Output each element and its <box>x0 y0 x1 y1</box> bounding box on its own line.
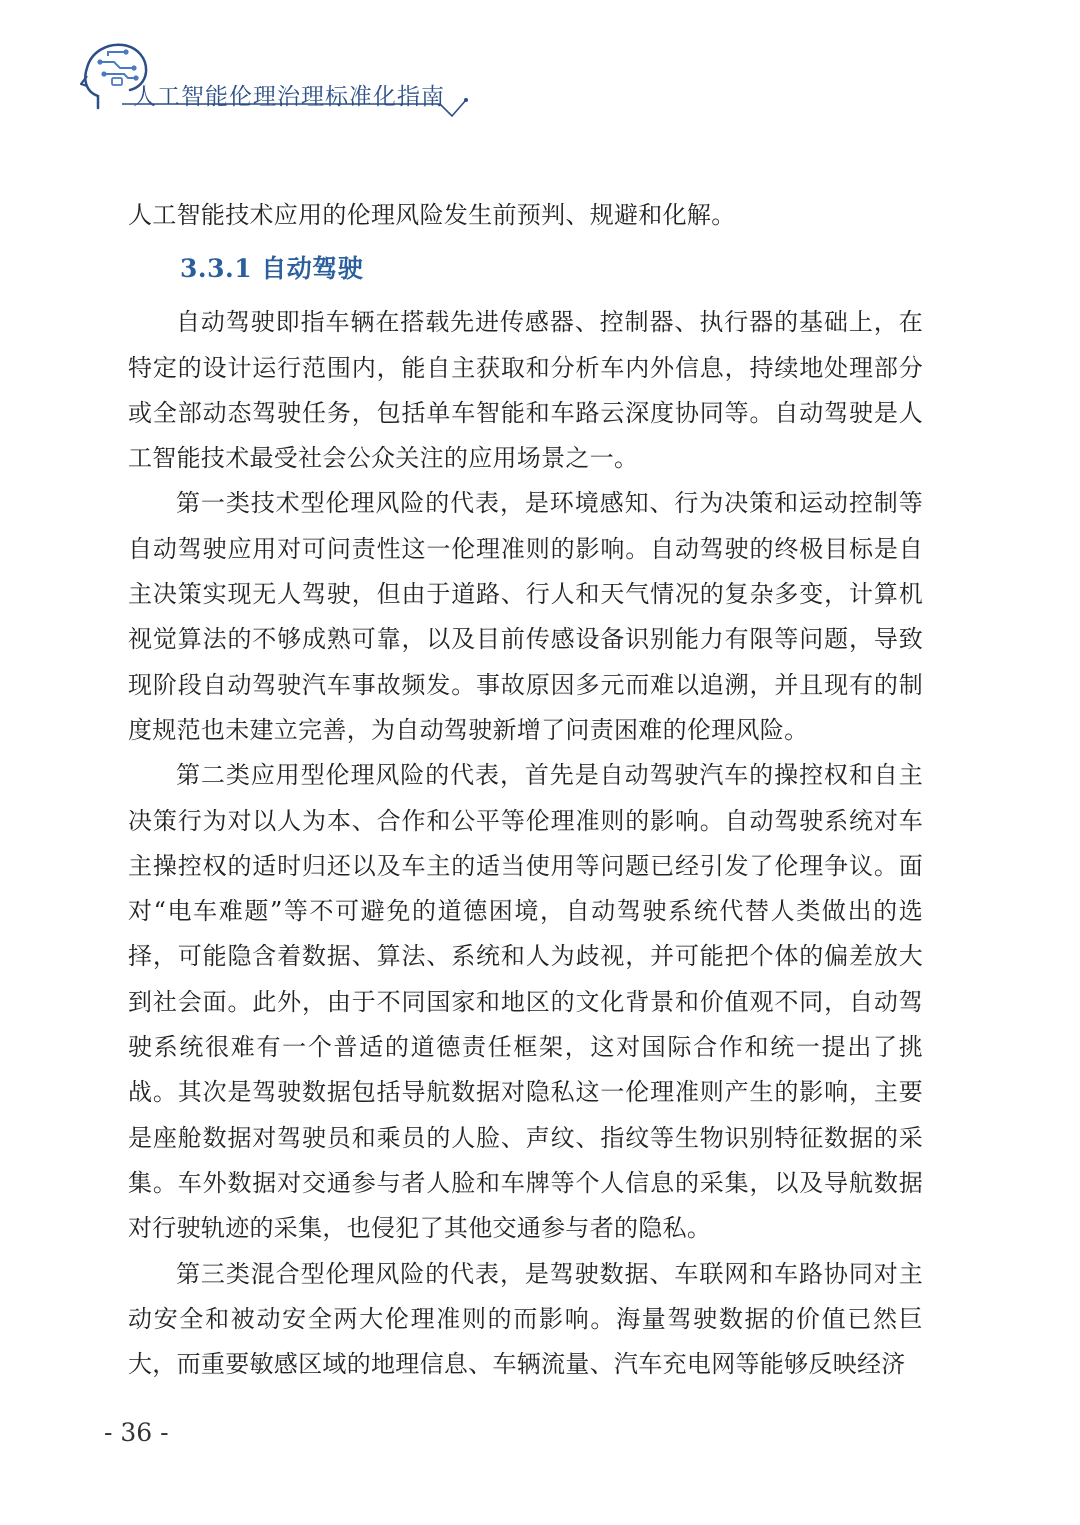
section-heading: 3.3.1 自动驾驶 <box>180 254 364 284</box>
header-decoration-line <box>0 0 1080 140</box>
page-body <box>128 193 923 1387</box>
intro-paragraph: 人工智能技术应用的伦理风险发生前预判、规避和化解。 <box>128 201 736 229</box>
paragraph-technical-risk: 第一类技术型伦理风险的代表，是环境感知、行为决策和运动控制等自动驾驶应用对可问责性这一伦理准则的影响。自动驾驶的终极目标是自主决策实现无人驾驶，但由于道路、行人和天气情况的复杂多变，计算机视觉算法的不够成熟可靠，以及目前传感设备识别能力有限等问题，导致现阶段自动驾驶汽车事故频发。事故原因多元而难以追溯，并且现有的制度规范也未建立完善，为自动驾驶新增了问责困难的伦理风险。 <box>128 489 923 744</box>
page-header <box>0 0 1080 140</box>
page-number: - 36 - <box>104 1418 169 1447</box>
paragraph-hybrid-risk: 第三类混合型伦理风险的代表，是驾驶数据、车联网和车路协同对主动安全和被动安全两大伦理准则的而影响。海量驾驶数据的价值已然巨大，而重要敏感区域的地理信息、车辆流量、汽车充电网等能够反映经济 <box>128 1259 923 1379</box>
header-title: 人工智能伦理治理标准化指南 <box>133 84 445 110</box>
paragraph-application-risk: 第二类应用型伦理风险的代表，首先是自动驾驶汽车的操控权和自主决策行为对以人为本、合作和公平等伦理准则的影响。自动驾驶系统对车主操控权的适时归还以及车主的适当使用等问题已经引发了伦理争议。面对“电车难题”等不可避免的道德困境，自动驾驶系统代替人类做出的选择，可能隐含着数据、算法、系统和人为歧视，并可能把个体的偏差放大到社会面。此外，由于不同国家和地区的文化背景和价值观不同，自动驾驶系统很难有一个普适的道德责任框架，这对国际合作和统一提出了挑战。其次是驾驶数据包括导航数据对隐私这一伦理准则产生的影响，主要是座舱数据对驾驶员和乘员的人脸、声纹、指纹等生物识别特征数据的采集。车外数据对交通参与者人脸和车牌等个人信息的采集，以及导航数据对行驶轨迹的采集，也侵犯了其他交通参与者的隐私。 <box>128 761 923 1243</box>
paragraph-definition: 自动驾驶即指车辆在搭载先进传感器、控制器、执行器的基础上，在特定的设计运行范围内，能自主获取和分析车内外信息，持续地处理部分或全部动态驾驶任务，包括单车智能和车路云深度协同等。自动驾驶是人工智能技术最受社会公众关注的应用场景之一。 <box>128 308 923 473</box>
